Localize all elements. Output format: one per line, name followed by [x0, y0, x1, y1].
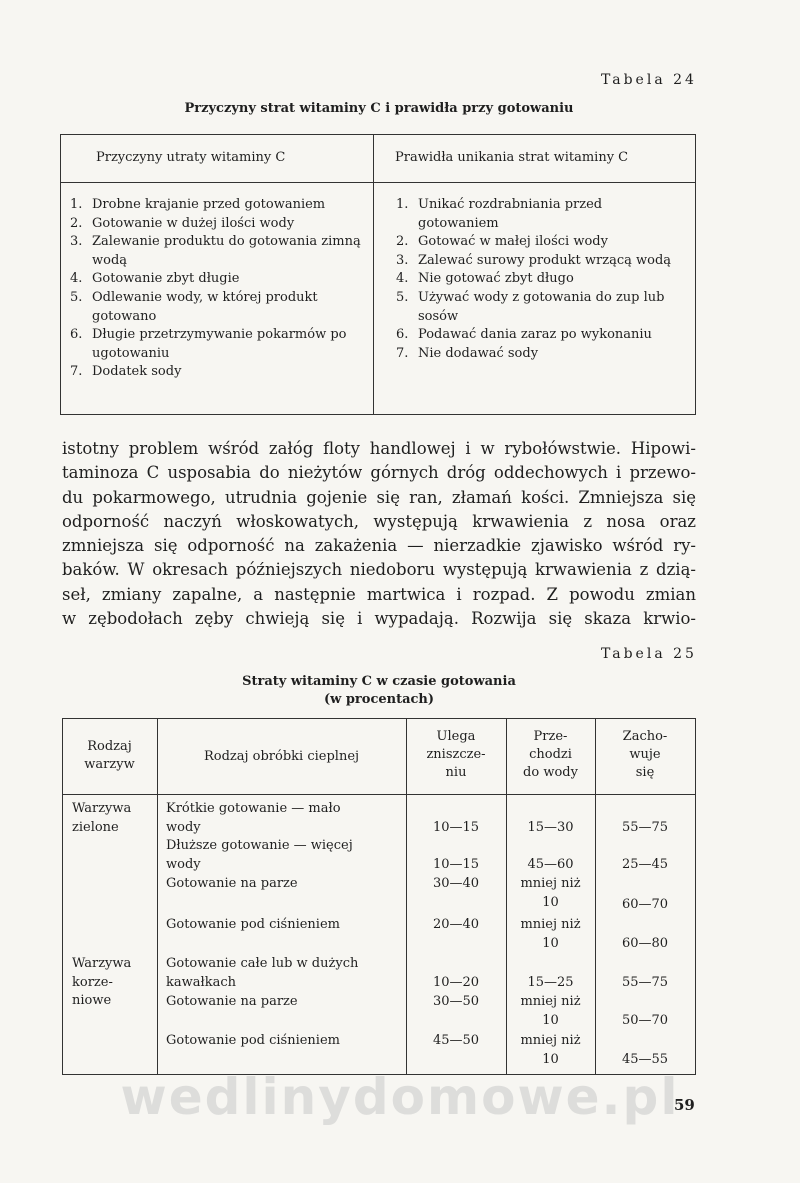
table-25-label: Tabela 25	[601, 646, 697, 662]
row-method: Gotowanie na parze	[166, 994, 298, 1009]
row-method: Gotowanie na parze	[166, 876, 298, 891]
rule-item: 5. Używać wody z gotowania do zup lub sosów	[396, 289, 665, 324]
table-24	[60, 134, 696, 415]
row-destroyed: 30—50	[432, 994, 480, 1009]
body-line: istotny problem wśród załóg floty handlowej i w rybołówstwie. Hipowi-	[62, 439, 696, 458]
table-24-label: Tabela 24	[601, 72, 697, 88]
row-retained: 60—70	[621, 897, 669, 912]
table-25	[62, 718, 696, 1075]
row-into-water: mniej niż 10	[520, 917, 581, 951]
row-method: Gotowanie pod ciśnieniem	[166, 1033, 340, 1048]
row-method: Gotowanie pod ciśnieniem	[166, 917, 340, 932]
body-line: seł, zmiany zapalne, a następnie martwica i rozpad. Z powodu zmian	[62, 584, 696, 604]
table-24-title: Przyczyny strat witaminy C i prawidła przy gotowaniu	[184, 101, 574, 116]
cause-item: 2. Gotowanie w dużej ilości wody	[70, 215, 295, 231]
table-24-col1-header: Przyczyny utraty witaminy C	[96, 150, 286, 165]
body-line: odporność naczyń włoskowatych, występują krwawienia z nosa oraz	[62, 511, 696, 531]
page-number: 59	[674, 1096, 695, 1114]
row-destroyed: 30—40	[432, 876, 480, 891]
body-line: taminoza C usposabia do nieżytów górnych dróg oddechowych i przewo-	[62, 463, 696, 483]
header-retained: Zacho- wuje się	[622, 729, 668, 780]
cause-item: 7. Dodatek sody	[70, 364, 182, 380]
row-into-water: 45—60	[527, 857, 574, 872]
body-paragraph	[62, 437, 696, 631]
cause-item: 1. Drobne krajanie przed gotowaniem	[70, 197, 326, 212]
row-destroyed: 45—50	[432, 1033, 480, 1048]
row-into-water: 15—30	[527, 820, 574, 835]
header-destroyed: Ulega zniszcze- niu	[426, 729, 486, 780]
cause-item: 3. Zalewanie produktu do gotowania zimną wodą	[70, 234, 361, 268]
rule-item: 3. Zalewać surowy produkt wrzącą wodą	[396, 252, 672, 268]
row-method: Krótkie gotowanie — mało wody	[166, 801, 341, 835]
row-retained: 50—70	[621, 1013, 669, 1028]
group-root-vegetables: Warzywa korze- niowe	[72, 956, 132, 1008]
row-retained: 55—75	[621, 975, 669, 990]
row-into-water: mniej niż 10	[520, 1033, 581, 1067]
table-25-title	[62, 673, 696, 709]
row-destroyed: 20—40	[432, 917, 480, 932]
rule-item: 6. Podawać dania zaraz po wykonaniu	[396, 327, 652, 343]
body-line: du pokarmowego, utrudnia gojenie się ran, złamań kości. Zmniejsza się	[62, 487, 696, 507]
header-vegetable-kind: Rodzaj warzyw	[84, 739, 135, 772]
rule-item: 1. Unikać rozdrabniania przed gotowaniem	[396, 197, 603, 231]
row-destroyed: 10—15	[432, 857, 480, 872]
row-method: Dłuższe gotowanie — więcej wody	[166, 838, 353, 872]
body-line: w zębodołach zęby chwieją się i wypadają. Rozwija się skaza krwio-	[62, 609, 696, 629]
table-25-title-line2: (w procentach)	[323, 692, 435, 707]
cause-item: 5. Odlewanie wody, w której produkt gotowano	[70, 289, 318, 324]
table-24-col2-header: Prawidła unikania strat witaminy C	[395, 150, 629, 165]
table-25-title-line1: Straty witaminy C w czasie gotowania	[242, 674, 516, 689]
row-into-water: 15—25	[527, 975, 574, 990]
watermark: wedlinydomowe.pl	[120, 1068, 680, 1126]
row-destroyed: 10—20	[432, 975, 480, 990]
header-into-water: Prze- chodzi do wody	[523, 729, 578, 780]
rule-item: 4. Nie gotować zbyt długo	[396, 271, 574, 287]
row-retained: 60—80	[621, 936, 669, 951]
row-into-water: mniej niż 10	[520, 876, 581, 910]
group-green-vegetables: Warzywa zielone	[72, 801, 132, 835]
body-line: zmniejsza się odporność na zakażenia — nierzadkie zjawisko wśród ry-	[62, 536, 696, 556]
body-line: baków. W okresach późniejszych niedoboru występują krwawienia z dzią-	[62, 560, 696, 580]
causes-list	[70, 196, 362, 382]
cause-item: 4. Gotowanie zbyt długie	[70, 271, 240, 287]
header-heat-treatment: Rodzaj obróbki cieplnej	[203, 749, 360, 764]
rule-item: 2. Gotować w małej ilości wody	[396, 234, 608, 250]
row-destroyed: 10—15	[432, 820, 480, 835]
row-retained: 25—45	[621, 857, 669, 872]
rule-item: 7. Nie dodawać sody	[396, 345, 539, 361]
row-method: Gotowanie całe lub w dużych kawałkach	[166, 956, 359, 990]
row-retained: 55—75	[621, 820, 669, 835]
row-into-water: mniej niż 10	[520, 994, 581, 1028]
cause-item: 6. Długie przetrzymywanie pokarmów po ugotowaniu	[70, 327, 347, 361]
row-retained: 45—55	[621, 1052, 669, 1067]
rules-list	[396, 196, 686, 363]
